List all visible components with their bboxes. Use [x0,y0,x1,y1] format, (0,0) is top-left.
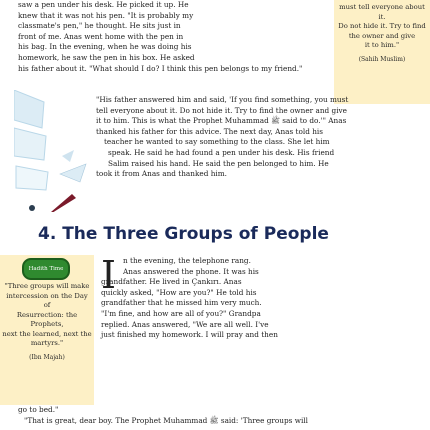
right-paragraph [101,253,423,341]
drop-cap: I [101,253,117,297]
text-line: took it from Anas and thanked him. [96,169,227,179]
bullet-icon [29,205,35,211]
text-line: replied. Anas answered, "We are all well. I've [101,319,269,329]
text-line: saw a pen under his desk. He picked it up. He [18,0,189,9]
text-line: go to bed." [18,405,59,414]
text-line: "That is great, dear boy. The Prophet Muhammad ﷺ said: 'Three groups will [24,415,308,425]
text-line: n the evening, the telephone rang. [123,256,251,265]
text-line: thanked his father for this advice. The next day, Anas told his [96,126,323,136]
bottom-paragraph [18,405,423,426]
text-line: just finished my homework. I will pray and then [101,330,278,340]
text-line: tell everyone about it. Do not hide it. Try to find the owner and give [96,105,347,115]
text-line: front of me. Anas went home with the pen in [18,31,184,41]
text-line: quickly asked, "How are you?" He told his [101,287,257,297]
text-line: his father about it. "What should I do? I think this pen belongs to my friend." [18,63,303,73]
top-paragraph [18,0,328,74]
text-line: knew that it was not his pen. "It is probably my [18,10,194,20]
tag-label: Hadith Time [28,266,64,272]
text-line: homework, he saw the pen in his box. He asked [18,52,195,62]
quote-line: Resurrection: the Prophets, [16,310,78,328]
text-line: teacher he wanted to say something to the class. She let him [104,137,330,147]
middle-paragraph [96,95,423,180]
text-line: grandfather. He lived in Çankırı. Anas [101,277,242,287]
quote-line: "Three groups will make [4,282,90,290]
text-line: it to him. This is what the Prophet Muhammad ﷺ said to do.'" Anas [96,116,347,126]
text-line: "I'm fine, and how are all of you?" Grandpa [101,308,261,318]
hadith-quote-left [2,282,92,362]
quote-line: martyrs." [30,339,64,347]
hadith-time-tag [22,258,70,280]
quote-line: Do not hide it. Try to find [338,22,426,30]
quote-line: it to him." [364,41,400,49]
section-heading: 4. The Three Groups of People [38,224,329,244]
text-line: classmate's pen," he thought. He sits just in [18,21,181,31]
quote-line: intercession on the Day of [6,291,88,309]
quote-source: (Sahih Muslim) [358,55,406,63]
quote-line: the owner and give [348,31,416,40]
text-line: "His father answered him and said, 'If you find something, you must [96,95,349,104]
text-line: Anas answered the phone. It was his [123,266,259,276]
quote-source: (Ibn Majah) [29,353,65,361]
hadith-quote-top [336,3,428,64]
text-line: his bag. In the evening, when he was doing his [18,42,192,52]
text-line: Salim raised his hand. He said the pen belonged to him. He [108,158,329,168]
quote-line: must tell everyone about it. [339,3,425,21]
text-line: grandfather that he missed him very much. [101,298,262,308]
text-line: speak. He said he had found a pen under his desk. His friend [108,147,335,157]
quote-line: next the learned, next the [2,329,92,338]
